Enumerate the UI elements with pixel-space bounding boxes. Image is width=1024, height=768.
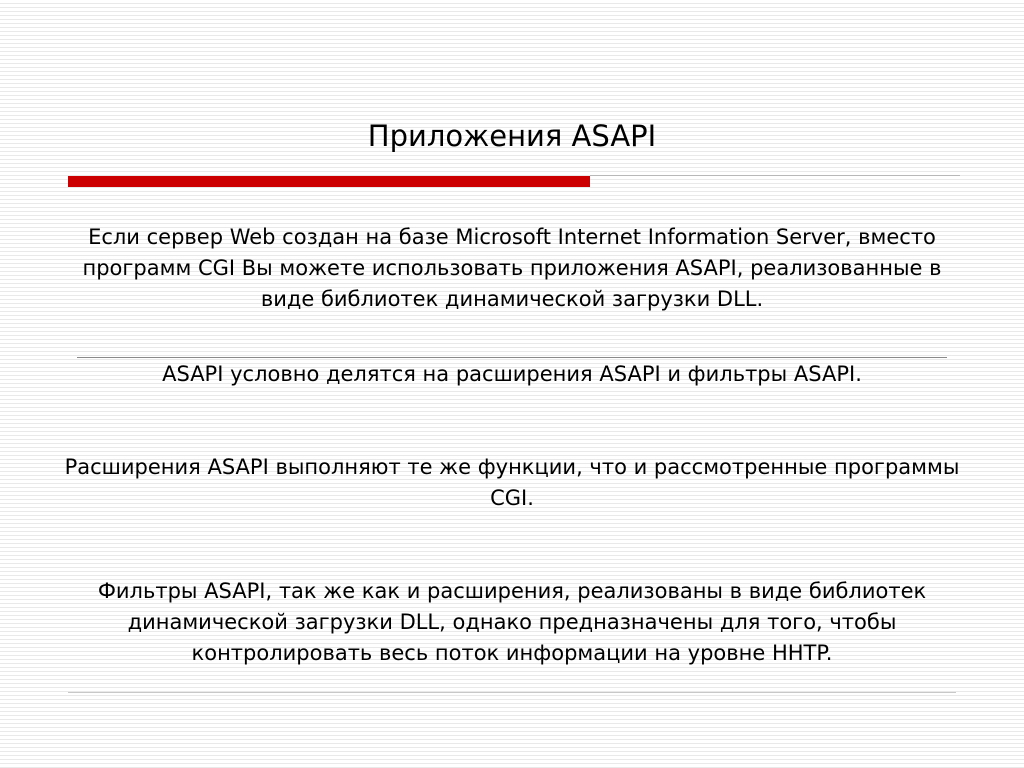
separator-line: [77, 357, 947, 358]
title-underline-accent: [68, 176, 590, 187]
paragraph-classification: ASAPI условно делятся на расширения ASAPI и фильтры ASAPI.: [162, 362, 862, 386]
slide-title: Приложения ASAPI: [367, 119, 657, 153]
bottom-separator-line: [68, 692, 956, 693]
paragraph-filters: Фильтры ASAPI, так же как и расширения, реализованы в виде библиотек динамической загрузки DLL, однако предназначены для того, чтобы контролировать весь поток информации на уровне HHTP.: [97, 579, 927, 665]
paragraph-extensions: Расширения ASAPI выполняют те же функции, что и рассмотренные программы CGI.: [64, 455, 960, 510]
paragraph-intro: Если сервер Web создан на базе Microsoft Internet Information Server, вместо программ CGI Вы можете использовать приложения ASAPI, реализованные в виде библиотек динамической загрузки DLL.: [82, 225, 942, 311]
title-underline-rule: [590, 175, 960, 176]
